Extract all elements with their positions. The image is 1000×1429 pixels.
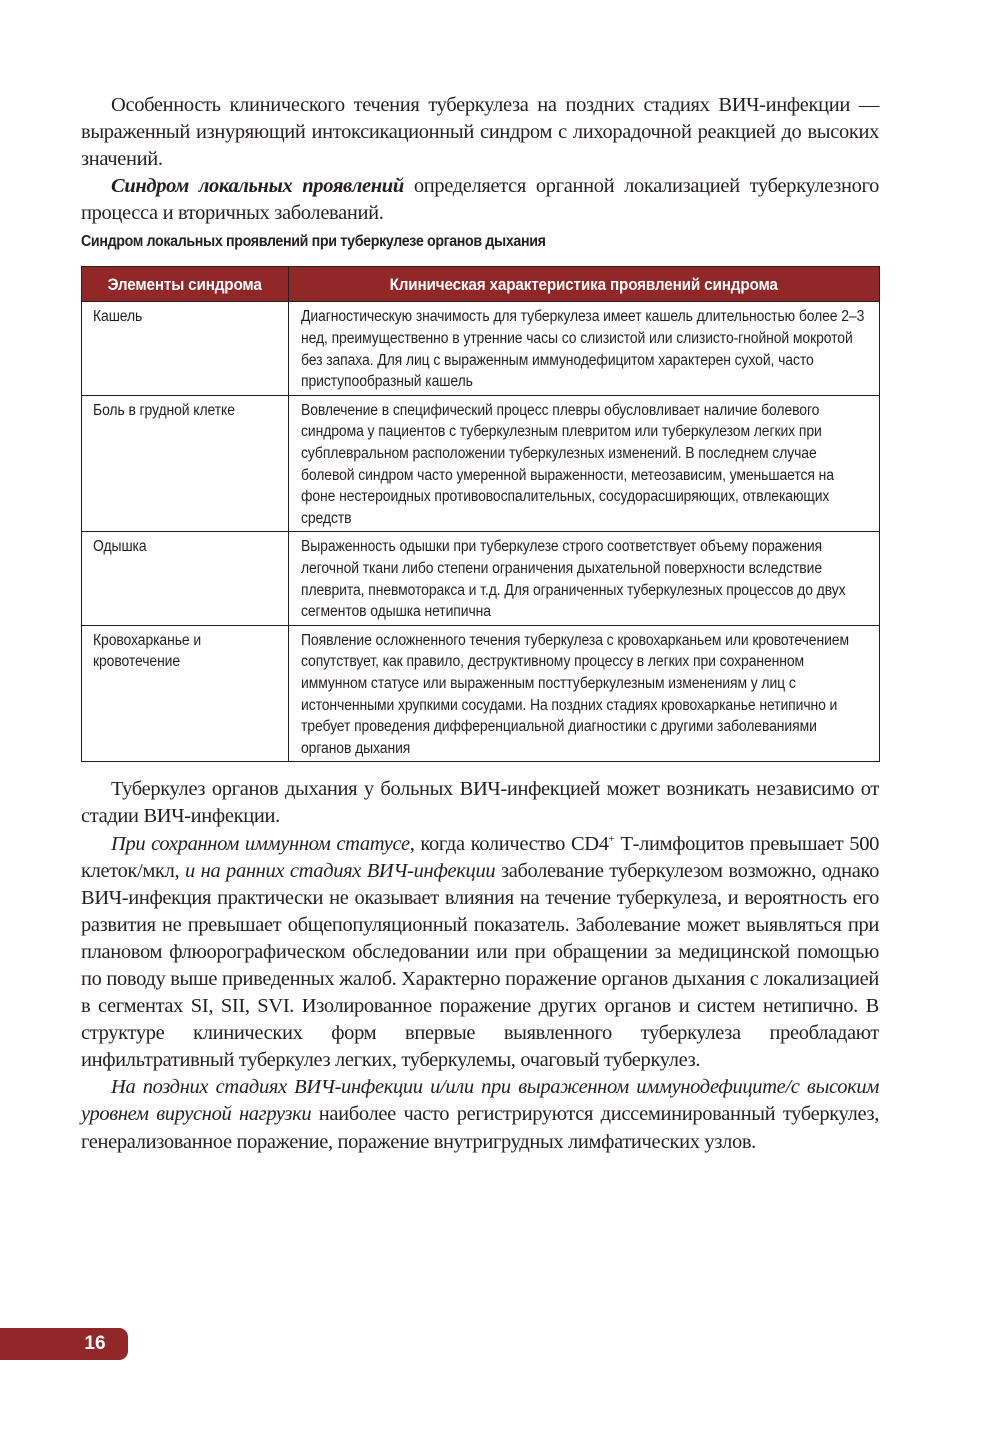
term-local-syndrome: Синдром локальных проявлений	[111, 175, 404, 198]
cell-description	[289, 532, 880, 625]
table-row	[82, 532, 880, 625]
paragraph-text: наиболее часто регистрируются диссеминированный туберкулез, генерализованное поражение, поражение внутригрудных лимфатических узлов.	[81, 1103, 879, 1153]
cell-element	[82, 532, 289, 625]
table-header-row	[82, 267, 880, 302]
cell-description	[289, 625, 880, 762]
cell-element	[82, 302, 289, 395]
paragraph-text: Туберкулез органов дыхания у больных ВИЧ-инфекцией может возникать независимо от стадии ВИЧ-инфекции.	[81, 778, 879, 828]
paragraph-text: заболевание туберкулезом возможно, однако ВИЧ-инфекция практически не оказывает влияния на течение туберкулеза, и вероятность его развития не превышает общепопуляционный показатель. Заболевание может выявляться при плановом флюорографическом обследовании или при обращении за медицинской помощью по поводу выше приведенных жалоб. Характерно поражение органов дыхания с локализацией в сегментах SI, SII, SVI. Изолированное поражение других органов и систем нетипично. В структуре клинических форм впервые выявленного туберкулеза преобладают инфильтративный туберкулез легких, туберкулемы, очаговый туберкулез.	[81, 859, 879, 1072]
emphasis-late-stages: На поздних стадиях ВИЧ-инфекции и/или при выраженном иммунодефиците/с высоким уровнем вирусной нагрузки	[81, 1076, 879, 1126]
emphasis-preserved-immunity: При сохранном иммунном статусе	[111, 832, 410, 855]
element-label: Кашель	[93, 308, 143, 326]
cell-description	[289, 302, 880, 395]
page-number: 16	[84, 1333, 106, 1354]
paragraph-preserved-immunity	[81, 831, 879, 1075]
paragraph-text: Т-лимфоцитов превышает 500 клеток/мкл,	[81, 832, 879, 882]
header-elements	[82, 267, 289, 302]
element-label: Кровохарканье и кровотечение	[93, 631, 202, 671]
description-text: Выраженность одышки при туберкулезе строго соответствует объему поражения легочной ткани либо степени ограничения дыхательной поверхности вследствие плеврита, пневмоторакса и т.д. Для ограниченных туберкулезных процессов до двух сегментов одышка нетипична	[301, 538, 846, 621]
cell-description	[289, 395, 880, 532]
description-text: Диагностическую значимость для туберкулеза имеет кашель длительностью более 2–3 нед, преимущественно в утренние часы со слизистой или слизисто-гнойной мокротой без запаха. Для лиц с выраженным иммунодефицитом характерен сухой, часто приступообразный кашель	[301, 308, 865, 391]
paragraph-local-syndrome	[81, 173, 879, 227]
table-caption: Синдром локальных проявлений при туберкулезе органов дыхания	[81, 233, 546, 251]
table-row	[82, 625, 880, 762]
description-text: Появление осложненного течения туберкулеза с кровохарканьем или кровотечением сопутствует, как правило, деструктивному процессу в легких при сохраненном иммунном статусе или выраженным посттуберкулезным изменениям у лиц с истонченными хрупкими сосудами. На поздних стадиях кровохарканье нетипично и требует проведения дифференциальной диагностики с другими заболеваниями органов дыхания	[301, 631, 849, 757]
paragraph-text: Особенность клинического течения туберкулеза на поздних стадиях ВИЧ-инфекции — выраженный изнуряющий интоксикационный синдром с лихорадочной реакцией до высоких значений.	[81, 94, 879, 171]
body-text	[81, 776, 879, 1155]
cell-element	[82, 625, 289, 762]
paragraph-intoxication	[81, 92, 879, 173]
paragraph-text: , когда количество CD4	[409, 832, 609, 855]
description-text: Вовлечение в специфический процесс плевры обусловливает наличие болевого синдрома у пациентов с туберкулезным плевритом или туберкулезом легких при субплевральном расположении туберкулезных изменений. В последнем случае болевой синдром часто умеренной выраженности, метеозависим, уменьшается на фоне нестероидных противовоспалительных, сосудорасширяющих, отвлекающих средств	[301, 401, 834, 527]
paragraph-late-stages	[81, 1074, 879, 1155]
header-label: Клиническая характеристика проявлений синдрома	[389, 274, 779, 294]
header-label: Элементы синдрома	[107, 274, 263, 294]
paragraph-any-stage	[81, 776, 879, 830]
superscript-plus: +	[608, 832, 615, 845]
header-characteristics	[289, 267, 880, 302]
cell-element	[82, 395, 289, 532]
intro-text	[81, 92, 879, 227]
page-content	[81, 92, 879, 1156]
element-label: Одышка	[93, 538, 147, 556]
paragraph-text: определяется органной локализацией туберкулезного процесса и вторичных заболеваний.	[81, 175, 879, 225]
table-row	[82, 395, 880, 532]
emphasis-early-stages: и на ранних стадиях ВИЧ-инфекции	[185, 859, 496, 882]
table-row	[82, 302, 880, 395]
element-label: Боль в грудной клетке	[93, 401, 235, 419]
syndrome-table	[81, 266, 880, 762]
